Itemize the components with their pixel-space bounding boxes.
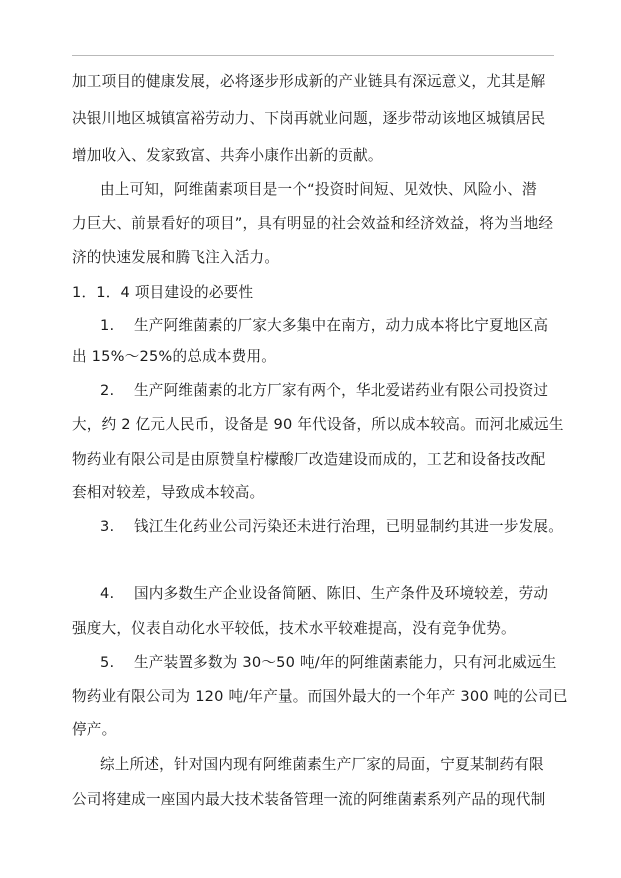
- body-line: 决银川地区城镇富裕劳动力、下岗再就业问题，逐步带动该地区城镇居民: [72, 110, 546, 127]
- body-line: 物药业有限公司为 120 吨/年产量。而国外最大的一个年产 300 吨的公司已: [72, 688, 568, 705]
- list-item-text: 生产阿维菌素的北方厂家有两个，华北爱诺药业有限公司投资过: [134, 382, 549, 399]
- list-item-5-first-line: [100, 653, 557, 673]
- list-item-3-first-line: [100, 517, 563, 537]
- list-item-2-first-line: [100, 381, 548, 401]
- list-item-1-first-line: [100, 316, 548, 336]
- list-item-number: 1.: [100, 317, 115, 334]
- list-item-text: 钱江生化药业公司污染还未进行治理，已明显制约其进一步发展。: [134, 518, 564, 535]
- list-item-number: 3.: [100, 518, 115, 535]
- body-line: 综上所述，针对国内现有阿维菌素生产厂家的局面，宁夏某制药有限: [100, 756, 544, 773]
- list-item-number: 2.: [100, 382, 115, 399]
- body-line: 出 15%～25%的总成本费用。: [72, 348, 277, 365]
- body-line: 公司将建成一座国内最大技术装备管理一流的阿维菌素系列产品的现代制: [72, 791, 546, 808]
- list-item-text: 国内多数生产企业设备简陋、陈旧、生产条件及环境较差，劳动: [134, 585, 549, 602]
- body-line: 强度大，仪表自动化水平较低，技术水平较难提高，没有竞争优势。: [72, 620, 516, 637]
- header-rule: [72, 55, 554, 56]
- list-item-number: 4.: [100, 585, 115, 602]
- body-line: 加工项目的健康发展，必将逐步形成新的产业链具有深远意义，尤其是解: [72, 73, 546, 90]
- body-line: 力巨大、前景看好的项目”，具有明显的社会效益和经济效益，将为当地经: [72, 215, 554, 232]
- body-line: 物药业有限公司是由原赞皇柠檬酸厂改造建设而成的，工艺和设备技改配: [72, 451, 546, 468]
- section-heading: 1．1．4 项目建设的必要性: [72, 284, 254, 301]
- body-line: 停产。: [72, 721, 117, 738]
- body-line: 由上可知，阿维菌素项目是一个“投资时间短、见效快、风险小、潜: [100, 181, 537, 198]
- list-item-text: 生产装置多数为 30～50 吨/年的阿维菌素能力，只有河北威远生: [134, 654, 557, 671]
- list-item-text: 生产阿维菌素的厂家大多集中在南方，动力成本将比宁夏地区高: [134, 317, 549, 334]
- body-line: 大，约 2 亿元人民币，设备是 90 年代设备，所以成本较高。而河北威远生: [72, 416, 564, 433]
- list-item-4-first-line: [100, 584, 548, 604]
- body-line: 套相对较差，导致成本较高。: [72, 484, 265, 501]
- body-line: 增加收入、发家致富、共奔小康作出新的贡献。: [72, 147, 383, 164]
- body-line: 济的快速发展和腾飞注入活力。: [72, 249, 280, 266]
- list-item-number: 5.: [100, 654, 115, 671]
